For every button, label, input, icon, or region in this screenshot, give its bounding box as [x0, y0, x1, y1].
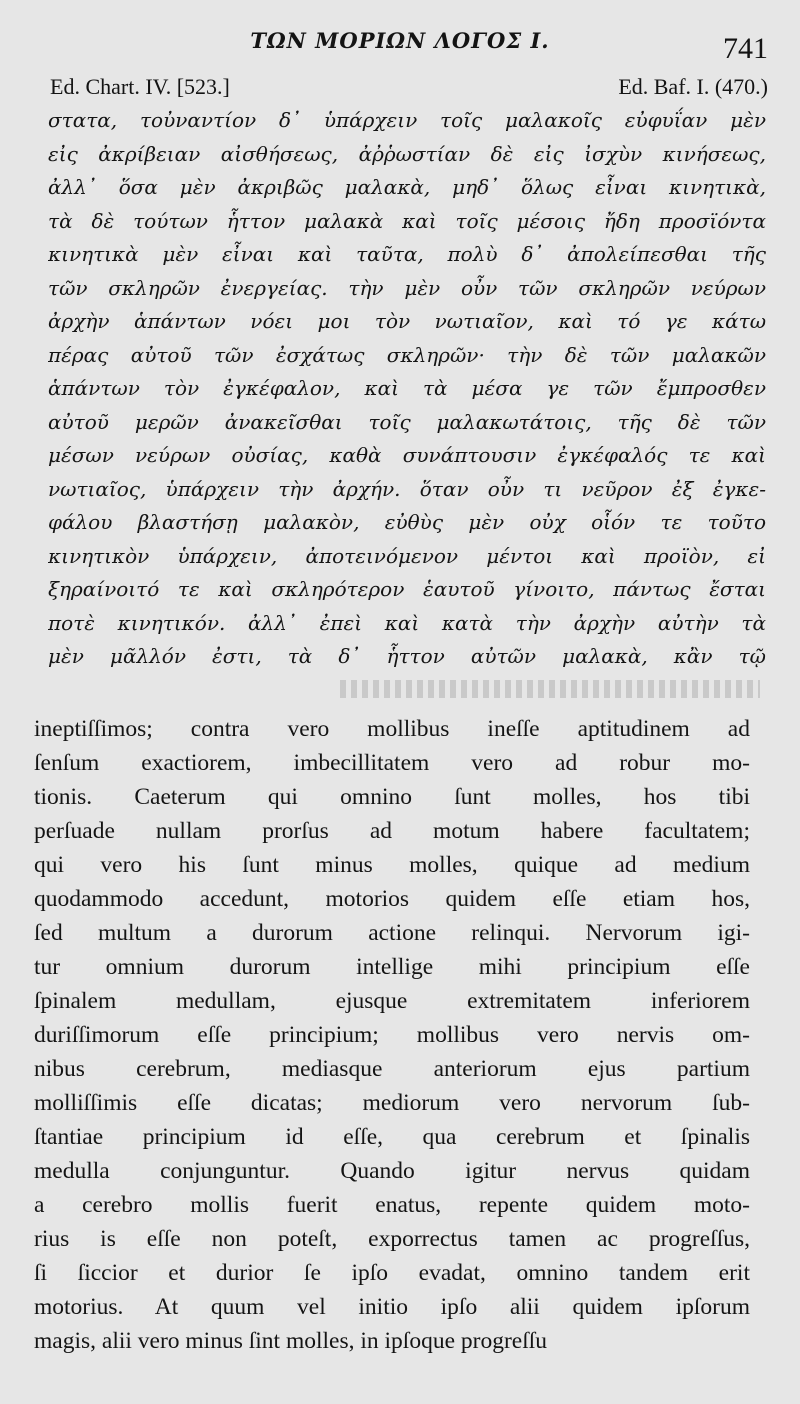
greek-text-block: [48, 104, 766, 674]
greek-text-line: νωτιαῖος, ὑπάρχειν τὴν ἀρχήν. ὅταν οὖν τι νεῦρον ἐξ ἐγκε-: [48, 476, 766, 501]
latin-text-line: medulla conjunguntur. Quando igitur nervus quidam: [34, 1158, 750, 1184]
greek-text-line: τῶν σκληρῶν ἐνεργείας. τὴν μὲν οὖν τῶν σκληρῶν νεύρων: [48, 275, 766, 300]
latin-text-line: a cerebro mollis fuerit enatus, repente quidem moto-: [34, 1192, 750, 1218]
latin-text-line: tionis. Caeterum qui omnino ſunt molles, hos tibi: [34, 784, 750, 810]
greek-text-line: ἁπάντων τὸν ἐγκέφαλον, καὶ τὰ μέσα γε τῶν ἔμπροσθεν: [48, 376, 766, 400]
latin-text-line: ſi ſiccior et durior ſe ipſo evadat, omnino tandem erit: [34, 1260, 750, 1286]
edition-chart-reference: Ed. Chart. IV. [523.]: [50, 74, 230, 99]
greek-text-line: ξηραίνοιτό τε καὶ σκληρότερον ἑαυτοῦ γίνοιτο, πάντως ἔσται: [48, 577, 766, 601]
running-title: ΤΩΝ ΜΟΡΙΩΝ ΛΟΓΟΣ Ι.: [250, 28, 550, 53]
greek-text-line: μέσων νεύρων οὐσίας, καθὰ συνάπτουσιν ἐγκέφαλός τε καὶ: [48, 443, 766, 467]
greek-text-line: κινητικὰ μὲν εἶναι καὶ ταῦτα, πολὺ δ᾽ ἀπολείπεσθαι τῆς: [48, 242, 766, 266]
latin-text-line: magis, alii vero minus ſint molles, in ipſoque progreſſu: [34, 1328, 548, 1354]
latin-text-line: perſuade nullam prorſus ad motum habere facultatem;: [34, 818, 750, 844]
greek-text-line: φάλου βλαστήσῃ μαλακὸν, εὐθὺς μὲν οὐχ οἷόν τε τοῦτο: [48, 510, 766, 534]
latin-text-line: ſed multum a durorum actione relinqui. Nervorum igi-: [34, 920, 750, 946]
latin-text-line: tur omnium durorum intellige mihi principium eſſe: [34, 954, 750, 980]
latin-text-line: duriſſimorum eſſe principium; mollibus vero nervis om-: [34, 1022, 750, 1048]
latin-text-line: quodammodo accedunt, motorios quidem eſſe etiam hos,: [34, 886, 750, 912]
latin-text-line: ſpinalem medullam, ejusque extremitatem inferiorem: [34, 988, 750, 1014]
latin-text-line: ineptiſſimos; contra vero mollibus ineſſe aptitudinem ad: [34, 716, 750, 742]
greek-text-line: εἰς ἀκρίβειαν αἰσθήσεως, ἀῤῥωστίαν δὲ εἰς ἰσχὺν κινήσεως,: [48, 141, 766, 166]
greek-text-line: ἀλλ᾽ ὅσα μὲν ἀκριβῶς μαλακὰ, μηδ᾽ ὅλως εἶναι κινητικὰ,: [48, 175, 766, 199]
running-head: [0, 26, 800, 66]
latin-text-line: rius is eſſe non poteſt, exporrectus tamen ac progreſſus,: [34, 1226, 750, 1252]
greek-text-line: αὐτοῦ μερῶν ἀνακεῖσθαι τοῖς μαλακωτάτοις, τῆς δὲ τῶν: [48, 409, 766, 434]
latin-text-line: nibus cerebrum, mediasque anteriorum ejus partium: [34, 1056, 750, 1082]
latin-text-line: ſtantiae principium id eſſe, qua cerebrum et ſpinalis: [34, 1124, 750, 1150]
latin-text-block: [34, 712, 750, 1358]
greek-text-line: πέρας αὐτοῦ τῶν ἐσχάτως σκληρῶν· τὴν δὲ τῶν μαλακῶν: [48, 342, 766, 367]
greek-text-line: ποτὲ κινητικόν. ἀλλ᾽ ἐπεὶ καὶ κατὰ τὴν ἀρχὴν αὐτὴν τὰ: [48, 610, 766, 635]
latin-text-line: qui vero his ſunt minus molles, quique ad medium: [34, 852, 750, 878]
latin-text-line: motorius. At quum vel initio ipſo alii quidem ipſorum: [34, 1294, 750, 1320]
edition-reference-line: [50, 74, 768, 104]
greek-text-line: στατα, τοὐναντίον δ᾽ ὑπάρχειν τοῖς μαλακοῖς εὐφυΐαν μὲν: [48, 108, 766, 132]
page-number: 741: [723, 32, 768, 65]
greek-text-line: τὰ δὲ τούτων ἧττον μαλακὰ καὶ τοῖς μέσοις ἤδη προσϊόντα: [48, 208, 766, 233]
greek-text-line: ἀρχὴν ἁπάντων νόει μοι τὸν νωτιαῖον, καὶ τό γε κάτω: [48, 309, 766, 333]
greek-text-line: μὲν μᾶλλόν ἐστι, τὰ δ᾽ ἧττον αὐτῶν μαλακὰ, κἂν τῷ: [48, 644, 766, 668]
latin-text-line: molliſſimis eſſe dicatas; mediorum vero nervorum ſub-: [34, 1090, 750, 1116]
edition-basel-reference: Ed. Baf. I. (470.): [618, 74, 768, 99]
latin-text-line: ſenſum exactiorem, imbecillitatem vero ad robur mo-: [34, 750, 750, 776]
greek-text-line: κινητικὸν ὑπάρχειν, ἀποτεινόμενον μέντοι καὶ προϊὸν, εἰ: [48, 543, 766, 568]
bleed-through-text: [340, 680, 760, 698]
